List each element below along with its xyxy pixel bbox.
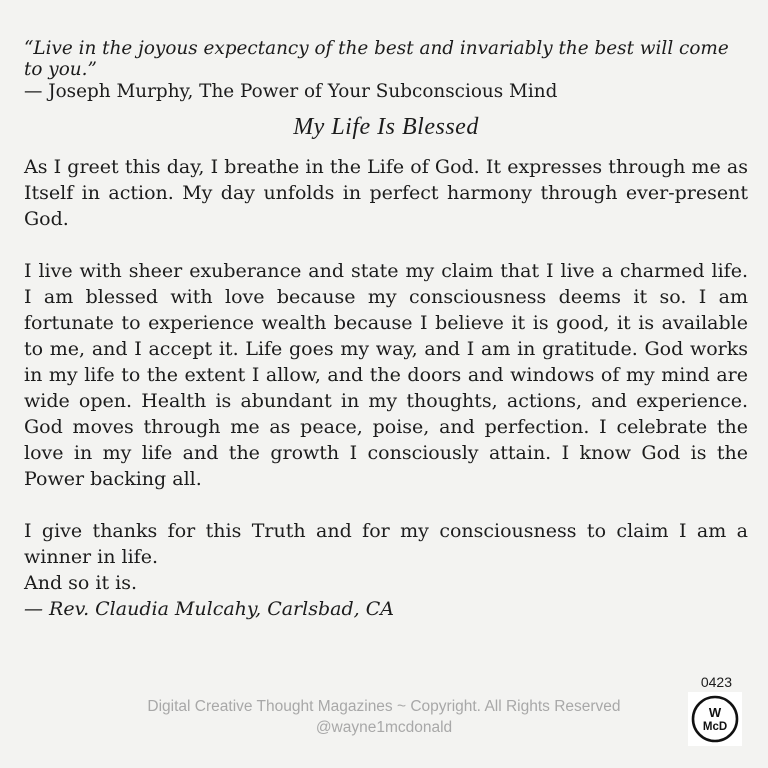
page-title: My Life Is Blessed: [293, 114, 479, 140]
body-paragraph-3: I give thanks for this Truth and for my consciousness to claim I am a winner in life.: [24, 520, 748, 568]
copyright-text: Digital Creative Thought Magazines ~ Copyright. All Rights Reserved: [147, 698, 621, 715]
devotional-page: [24, 38, 748, 622]
epigraph-quote: “Live in the joyous expectancy of the best and invariably the best will come to you.”: [24, 38, 729, 80]
body-paragraph-1: As I greet this day, I breathe in the Life of God. It expresses through me as Itself in action. My day unfolds in perfect harmony through ever-present God.: [24, 156, 748, 230]
closing-line: And so it is.: [24, 572, 138, 594]
author-signature: — Rev. Claudia Mulcahy, Carlsbad, CA: [24, 598, 394, 620]
epigraph-attribution: — Joseph Murphy, The Power of Your Subconscious Mind: [24, 81, 558, 102]
logo-line-2: McD: [702, 721, 728, 733]
body-paragraph-2: I live with sheer exuberance and state my claim that I live a charmed life. I am blessed with love because my consciousness deems it so. I am fortunate to experience wealth because I believe it is good, it is available to me, and I accept it. Life goes my way, and I am in gratitude. God works in my life to the extent I allow, and the doors and windows of my mind are wide open. Health is abundant in my thoughts, actions, and experience. God moves through me as peace, poise, and perfection. I celebrate the love in my life and the growth I consciously attain. I know God is the Power backing all.: [24, 260, 748, 490]
social-handle: @wayne1mcdonald: [315, 719, 453, 736]
wmcd-logo-icon: [688, 692, 742, 746]
footer: [0, 696, 768, 738]
issue-code: 0423: [700, 674, 732, 690]
logo-line-1: W: [708, 705, 722, 720]
